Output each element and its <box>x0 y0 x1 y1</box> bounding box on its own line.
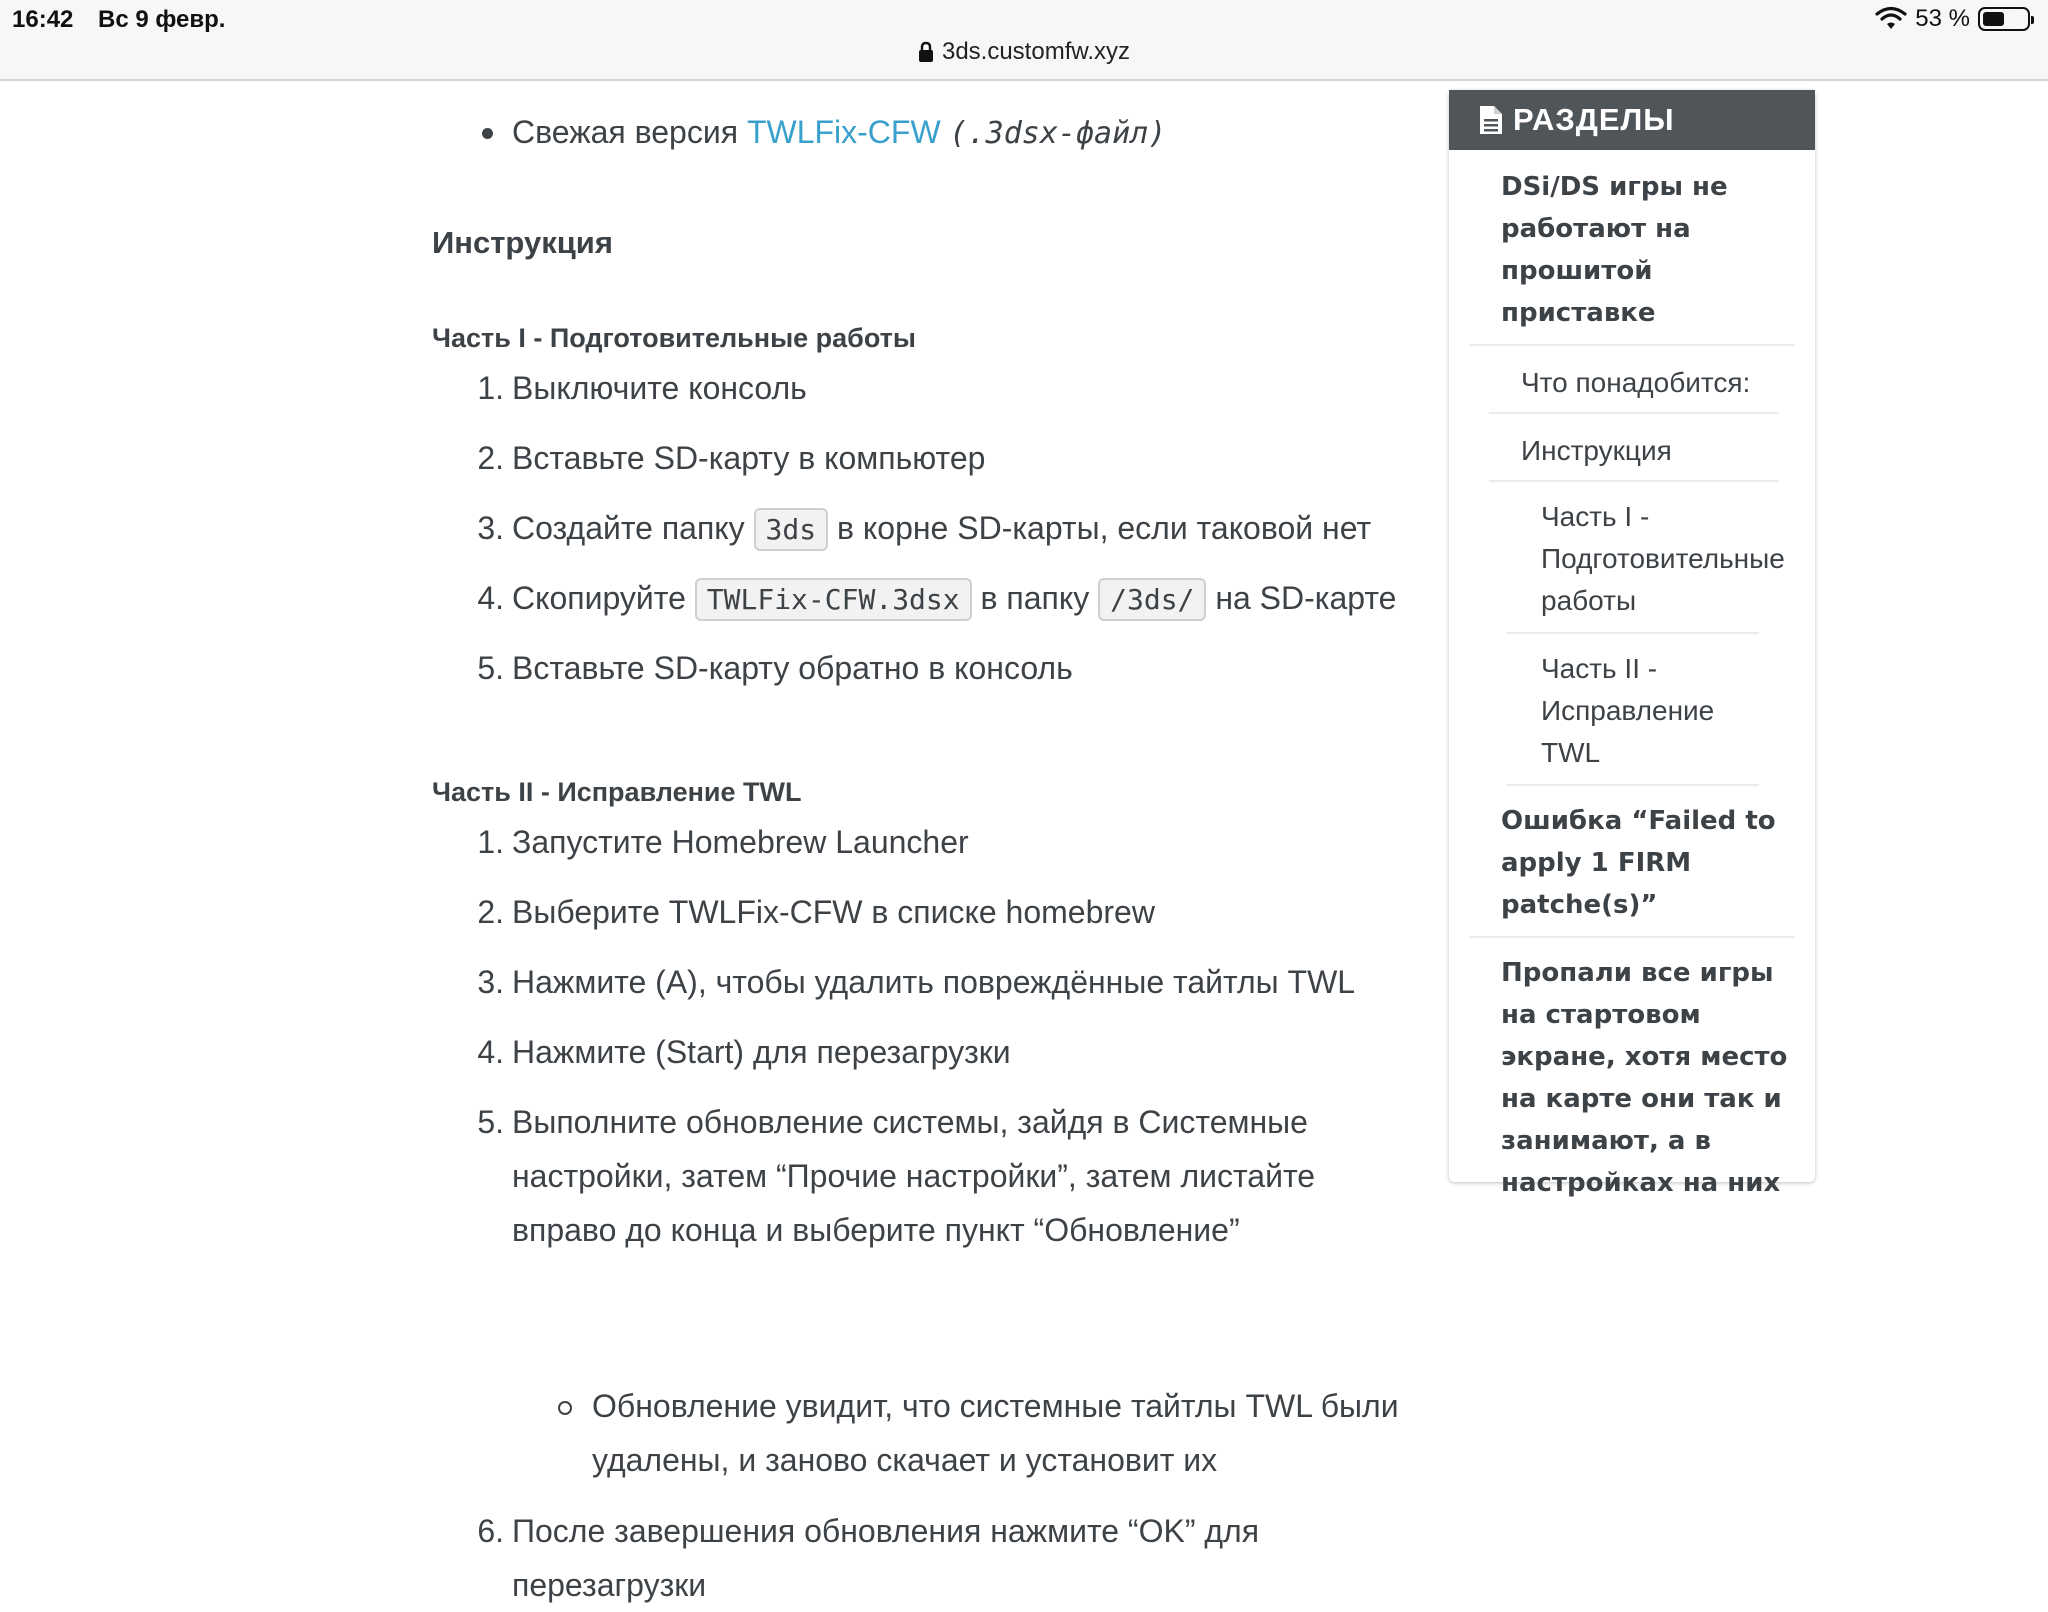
toc-sidebar <box>1449 90 1815 1198</box>
toc-item-part2[interactable]: Часть II - Исправление TWL <box>1541 653 1715 768</box>
toc-divider <box>1489 412 1779 414</box>
requirement-item <box>512 114 1166 151</box>
twlfix-link[interactable]: TWLFix-CFW <box>746 114 941 150</box>
list-item: 5. Вставьте SD-карту обратно в консоль <box>477 650 1073 686</box>
list-item: 3. Создайте папку 3ds в корне SD-карты, если таковой нет <box>512 501 1371 557</box>
list-item: 3. Нажмите (A), чтобы удалить повреждённые тайтлы TWL <box>477 964 1356 1000</box>
list-item: 2. Выберите TWLFix-CFW в списке homebrew <box>477 894 1155 930</box>
part1-heading: Часть I - Подготовительные работы <box>432 323 916 353</box>
toc-divider <box>1469 344 1795 346</box>
circle-bullet-icon <box>558 1401 572 1415</box>
list-item: 5. Выполните обновление системы, зайдя в Системные настройки, затем “Прочие настройки”, затем листайте вправо до конца и выберите пункт “Обновление” <box>477 1104 1316 1248</box>
toc-divider <box>1469 936 1795 938</box>
battery-icon <box>1978 7 2030 31</box>
status-date: Вс 9 февр. <box>98 6 226 33</box>
list-item: 1. Запустите Homebrew Launcher <box>477 824 969 860</box>
list-item: 4. Скопируйте TWLFix-CFW.3dsx в папку /3ds/ на SD-карте <box>512 571 1396 627</box>
status-time: 16:42 <box>12 6 74 33</box>
list-item: 4. Нажмите (Start) для перезагрузки <box>477 1034 1011 1070</box>
code-3ds-folder: /3ds/ <box>1098 578 1206 621</box>
battery-percent: 53 % <box>1915 5 1970 32</box>
wifi-icon <box>1875 7 1907 31</box>
url-domain[interactable]: 3ds.customfw.xyz <box>941 38 1131 65</box>
bullet-icon <box>482 128 493 139</box>
part2-heading: Часть II - Исправление TWL <box>432 777 802 807</box>
toc-item-missing-games[interactable]: Пропали все игры на стартовом экране, хотя место на карте они так и занимают, а в настройках на них <box>1501 958 1788 1198</box>
status-bar <box>0 0 2048 81</box>
toc-divider <box>1489 480 1779 482</box>
toc-item-part1[interactable]: Часть I - Подготовительные работы <box>1541 501 1785 616</box>
status-indicators <box>1875 5 2030 33</box>
toc-title: РАЗДЕЛЫ <box>1513 102 1675 137</box>
url-bar[interactable] <box>0 38 2048 66</box>
instruction-heading: Инструкция <box>432 225 613 260</box>
toc-divider <box>1507 632 1759 634</box>
lock-icon <box>918 42 934 62</box>
code-twlfix-file: TWLFix-CFW.3dsx <box>695 578 972 621</box>
requirement-suffix: (.3dsx-файл) <box>949 116 1167 151</box>
toc-header <box>1449 90 1815 150</box>
toc-item-requirements[interactable]: Что понадобится: <box>1521 367 1751 398</box>
document-icon <box>1479 105 1503 135</box>
list-item: 6. После завершения обновления нажмите “OK” для перезагрузки <box>477 1513 1260 1603</box>
toc-divider <box>1507 784 1759 786</box>
toc-item-instruction[interactable]: Инструкция <box>1521 435 1672 466</box>
list-item: 2. Вставьте SD-карту в компьютер <box>477 440 986 476</box>
toc-item-dsi-games[interactable]: DSi/DS игры не работают на прошитой приставке <box>1501 172 1728 328</box>
code-3ds: 3ds <box>754 508 829 551</box>
list-item: 1. Выключите консоль <box>477 370 807 406</box>
sub-note-item: Обновление увидит, что системные тайтлы TWL были удалены, и заново скачает и установит их <box>592 1379 1399 1487</box>
toc-item-firm-error[interactable]: Ошибка “Failed to apply 1 FIRM patche(s)” <box>1501 806 1776 920</box>
requirement-prefix: Свежая версия <box>512 114 747 150</box>
